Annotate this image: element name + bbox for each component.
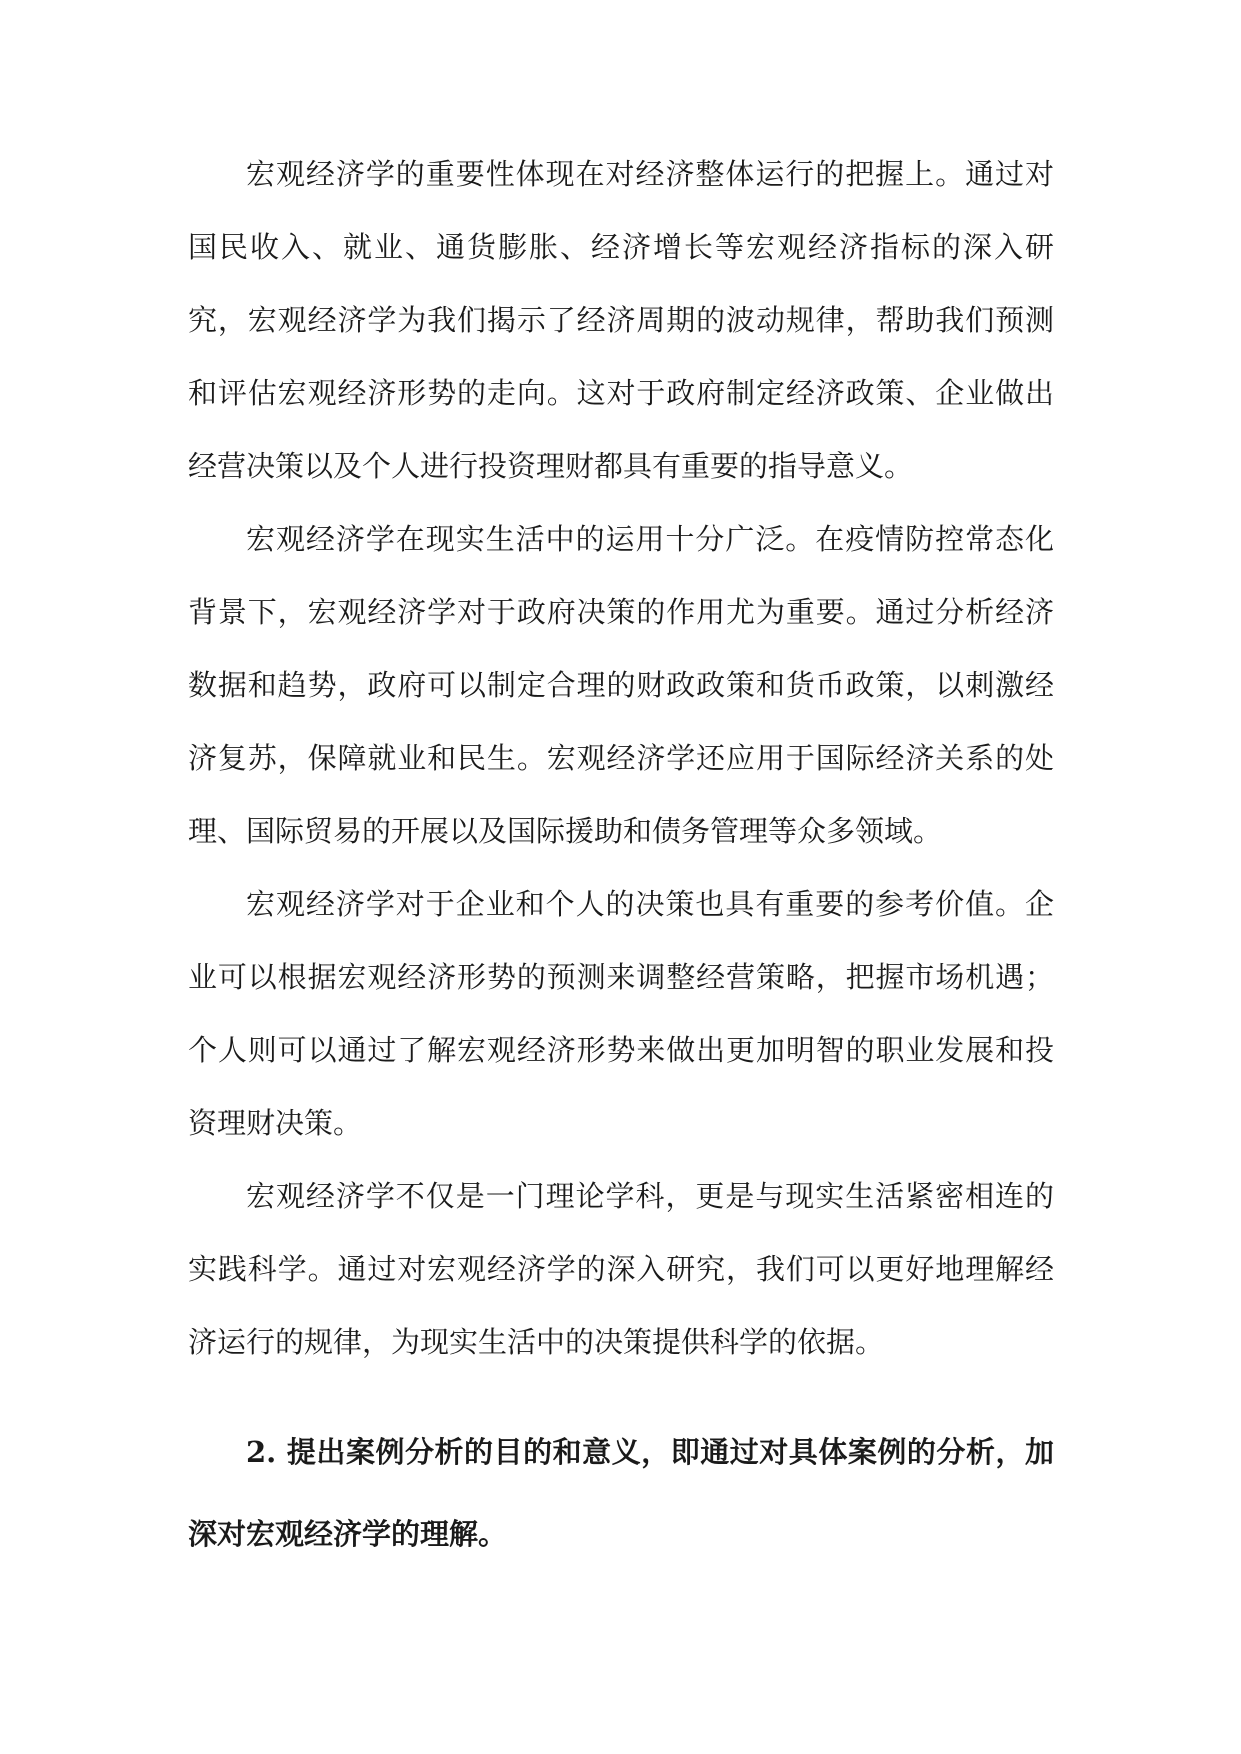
paragraph-importance: 宏观经济学的重要性体现在对经济整体运行的把握上。通过对国民收入、就业、通货膨胀、经济增长等宏观经济指标的深入研究，宏观经济学为我们揭示了经济周期的波动规律，帮助我们预测和评估宏观经济形势的走向。这对于政府制定经济政策、企业做出经营决策以及个人进行投资理财都具有重要的指导意义。 bbox=[188, 157, 1054, 483]
paragraph-decision-value: 宏观经济学对于企业和个人的决策也具有重要的参考价值。企业可以根据宏观经济形势的预测来调整经营策略，把握市场机遇；个人则可以通过了解宏观经济形势来做出更加明智的职业发展和投资理财决策。 bbox=[188, 887, 1054, 1140]
section-heading: 2. 提出案例分析的目的和意义，即通过对具体案例的分析，加深对宏观经济学的理解。 bbox=[188, 1435, 1054, 1551]
paragraph-application: 宏观经济学在现实生活中的运用十分广泛。在疫情防控常态化背景下，宏观经济学对于政府决策的作用尤为重要。通过分析经济数据和趋势，政府可以制定合理的财政政策和货币政策，以刺激经济复苏，保障就业和民生。宏观经济学还应用于国际经济关系的处理、国际贸易的开展以及国际援助和债务管理等众多领域。 bbox=[188, 522, 1054, 848]
document-body bbox=[188, 138, 1054, 1575]
paragraph-conclusion: 宏观经济学不仅是一门理论学科，更是与现实生活紧密相连的实践科学。通过对宏观经济学的深入研究，我们可以更好地理解经济运行的规律，为现实生活中的决策提供科学的依据。 bbox=[188, 1179, 1054, 1359]
